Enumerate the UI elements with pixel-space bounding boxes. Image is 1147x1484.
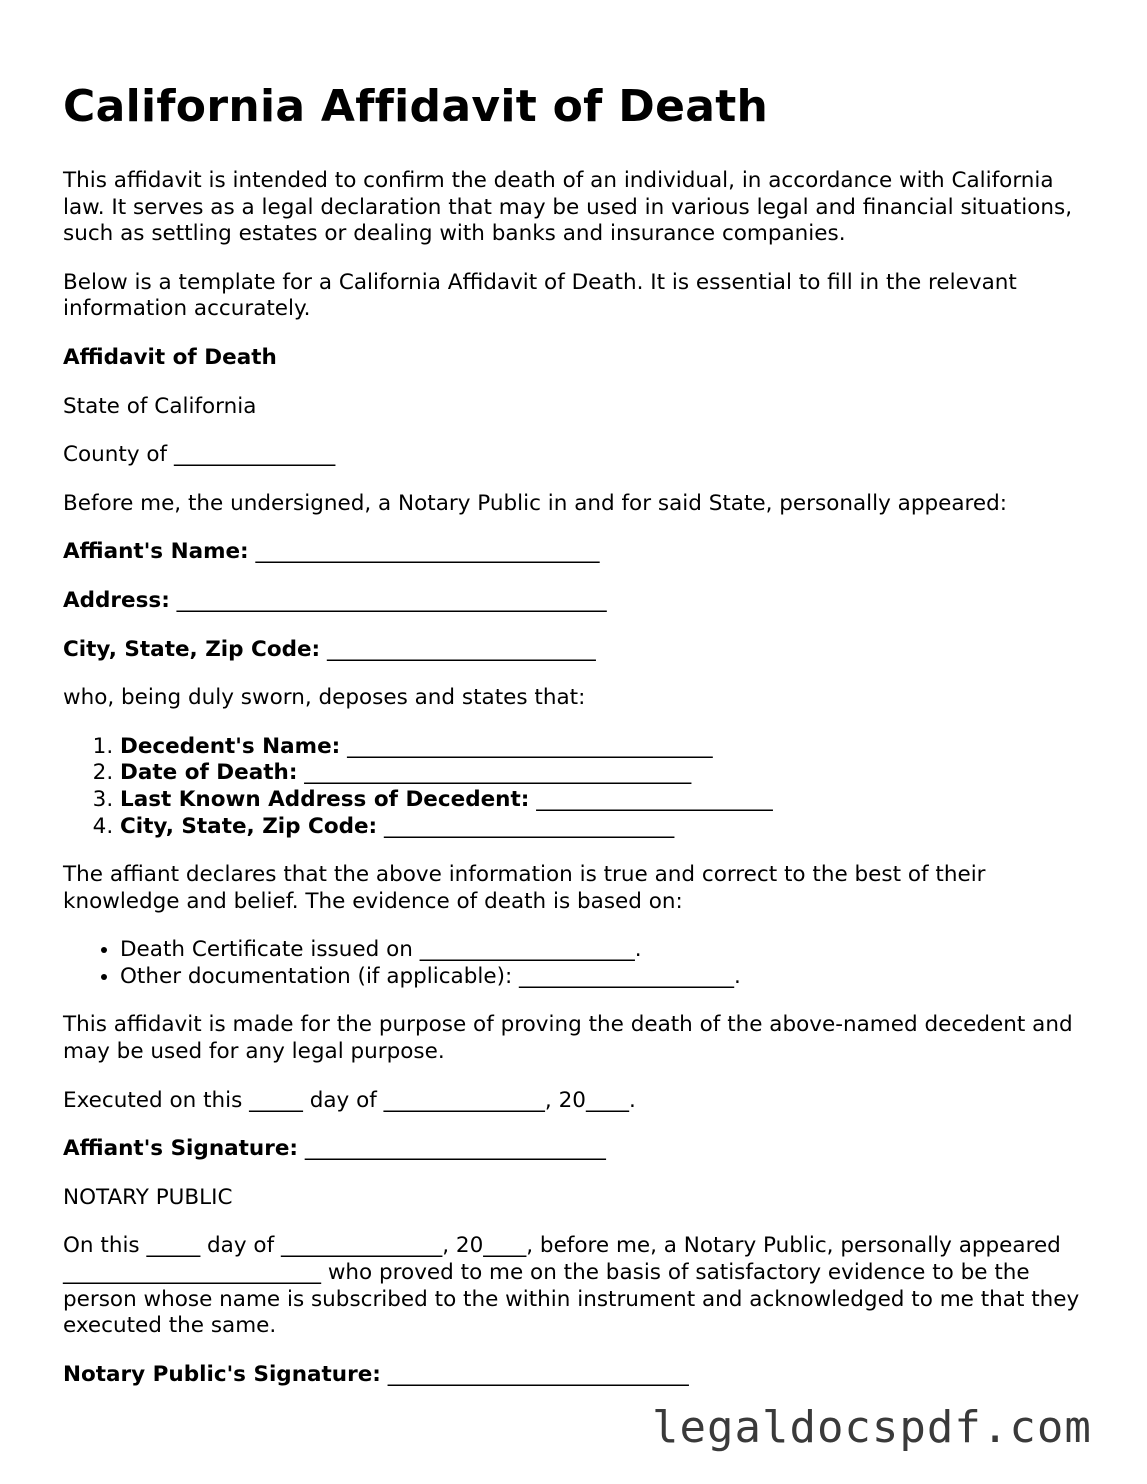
- county-line: [63, 442, 1093, 469]
- list-item: [120, 787, 1093, 814]
- purpose-paragraph: This affidavit is made for the purpose of proving the death of the above-named decedent and may be used for any legal purpose.: [63, 1012, 1073, 1065]
- page-title: California Affidavit of Death: [63, 81, 769, 132]
- item-blank: ____________________________________: [304, 760, 692, 786]
- affiant-name-label: Affiant's Name:: [63, 539, 249, 565]
- item-label: Date of Death:: [120, 760, 298, 786]
- appeared-line: Before me, the undersigned, a Notary Public in and for said State, personally appeared:: [63, 490, 1008, 516]
- document-page: [63, 80, 1093, 1410]
- affiant-signature-label: Affiant's Signature:: [63, 1136, 298, 1162]
- list-item: • Other documentation (if applicable): ____________________.: [120, 964, 1093, 991]
- address-line: [63, 588, 1093, 615]
- intro-paragraph-2: Below is a template for a California Affidavit of Death. It is essential to fill in the relevant information accurately.: [63, 269, 1017, 322]
- list-item: [120, 814, 1093, 841]
- item-label: City, State, Zip Code:: [120, 813, 378, 839]
- form-heading: [63, 345, 1093, 372]
- county-label: County of: [63, 442, 168, 468]
- item-blank: __________________________________: [347, 733, 713, 759]
- city-line: [63, 637, 1093, 664]
- address-label: Address:: [63, 587, 170, 613]
- list-item: • Death Certificate issued on ____________________.: [120, 937, 1093, 964]
- city-label: City, State, Zip Code:: [63, 636, 321, 662]
- affiant-signature-line: [63, 1136, 1093, 1163]
- notary-signature-label: Notary Public's Signature:: [63, 1361, 381, 1387]
- notary-signature-line: [63, 1362, 1093, 1389]
- address-blank: ________________________________________: [176, 587, 607, 613]
- item-label: Decedent's Name:: [120, 733, 341, 759]
- notary-paragraph: On this _____ day of _______________, 20____, before me, a Notary Public, personally appeared ________________________ who proved to me on the basis of satisfactory evidence to be the person whose name is subscribed to the within instrument and acknowledged to me that they executed the same.: [63, 1233, 1080, 1339]
- decedent-details-list: [63, 734, 1093, 840]
- notary-signature-blank: ____________________________: [387, 1361, 689, 1387]
- declares-paragraph: The affiant declares that the above information is true and correct to the best of their knowledge and belief. The evidence of death is based on:: [63, 862, 986, 914]
- county-blank: _______________: [173, 442, 336, 468]
- item-blank: ______________________: [536, 786, 773, 812]
- form-heading-text: Affidavit of Death: [63, 344, 277, 370]
- list-item: [120, 760, 1093, 787]
- executed-line: Executed on this _____ day of _______________, 20____.: [63, 1087, 636, 1113]
- item-blank: ___________________________: [384, 813, 675, 839]
- watermark: legaldocspdf.com: [652, 1402, 1092, 1453]
- item-label: Last Known Address of Decedent:: [120, 786, 530, 812]
- evidence-list: [63, 937, 1093, 990]
- intro-paragraph-1: This affidavit is intended to confirm the death of an individual, in accordance with California law. It serves as a legal declaration that may be used in various legal and financial situations, such as settling estates or dealing with banks and insurance companies.: [63, 168, 1073, 247]
- notary-heading: NOTARY PUBLIC: [63, 1184, 233, 1210]
- affiant-name-line: [63, 539, 1093, 566]
- list-item: [120, 734, 1093, 761]
- affiant-signature-blank: ____________________________: [304, 1136, 606, 1162]
- sworn-line: who, being duly sworn, deposes and states that:: [63, 685, 586, 711]
- affiant-name-blank: ________________________________: [255, 539, 600, 565]
- state-line: State of California: [63, 393, 257, 419]
- city-blank: _________________________: [327, 636, 596, 662]
